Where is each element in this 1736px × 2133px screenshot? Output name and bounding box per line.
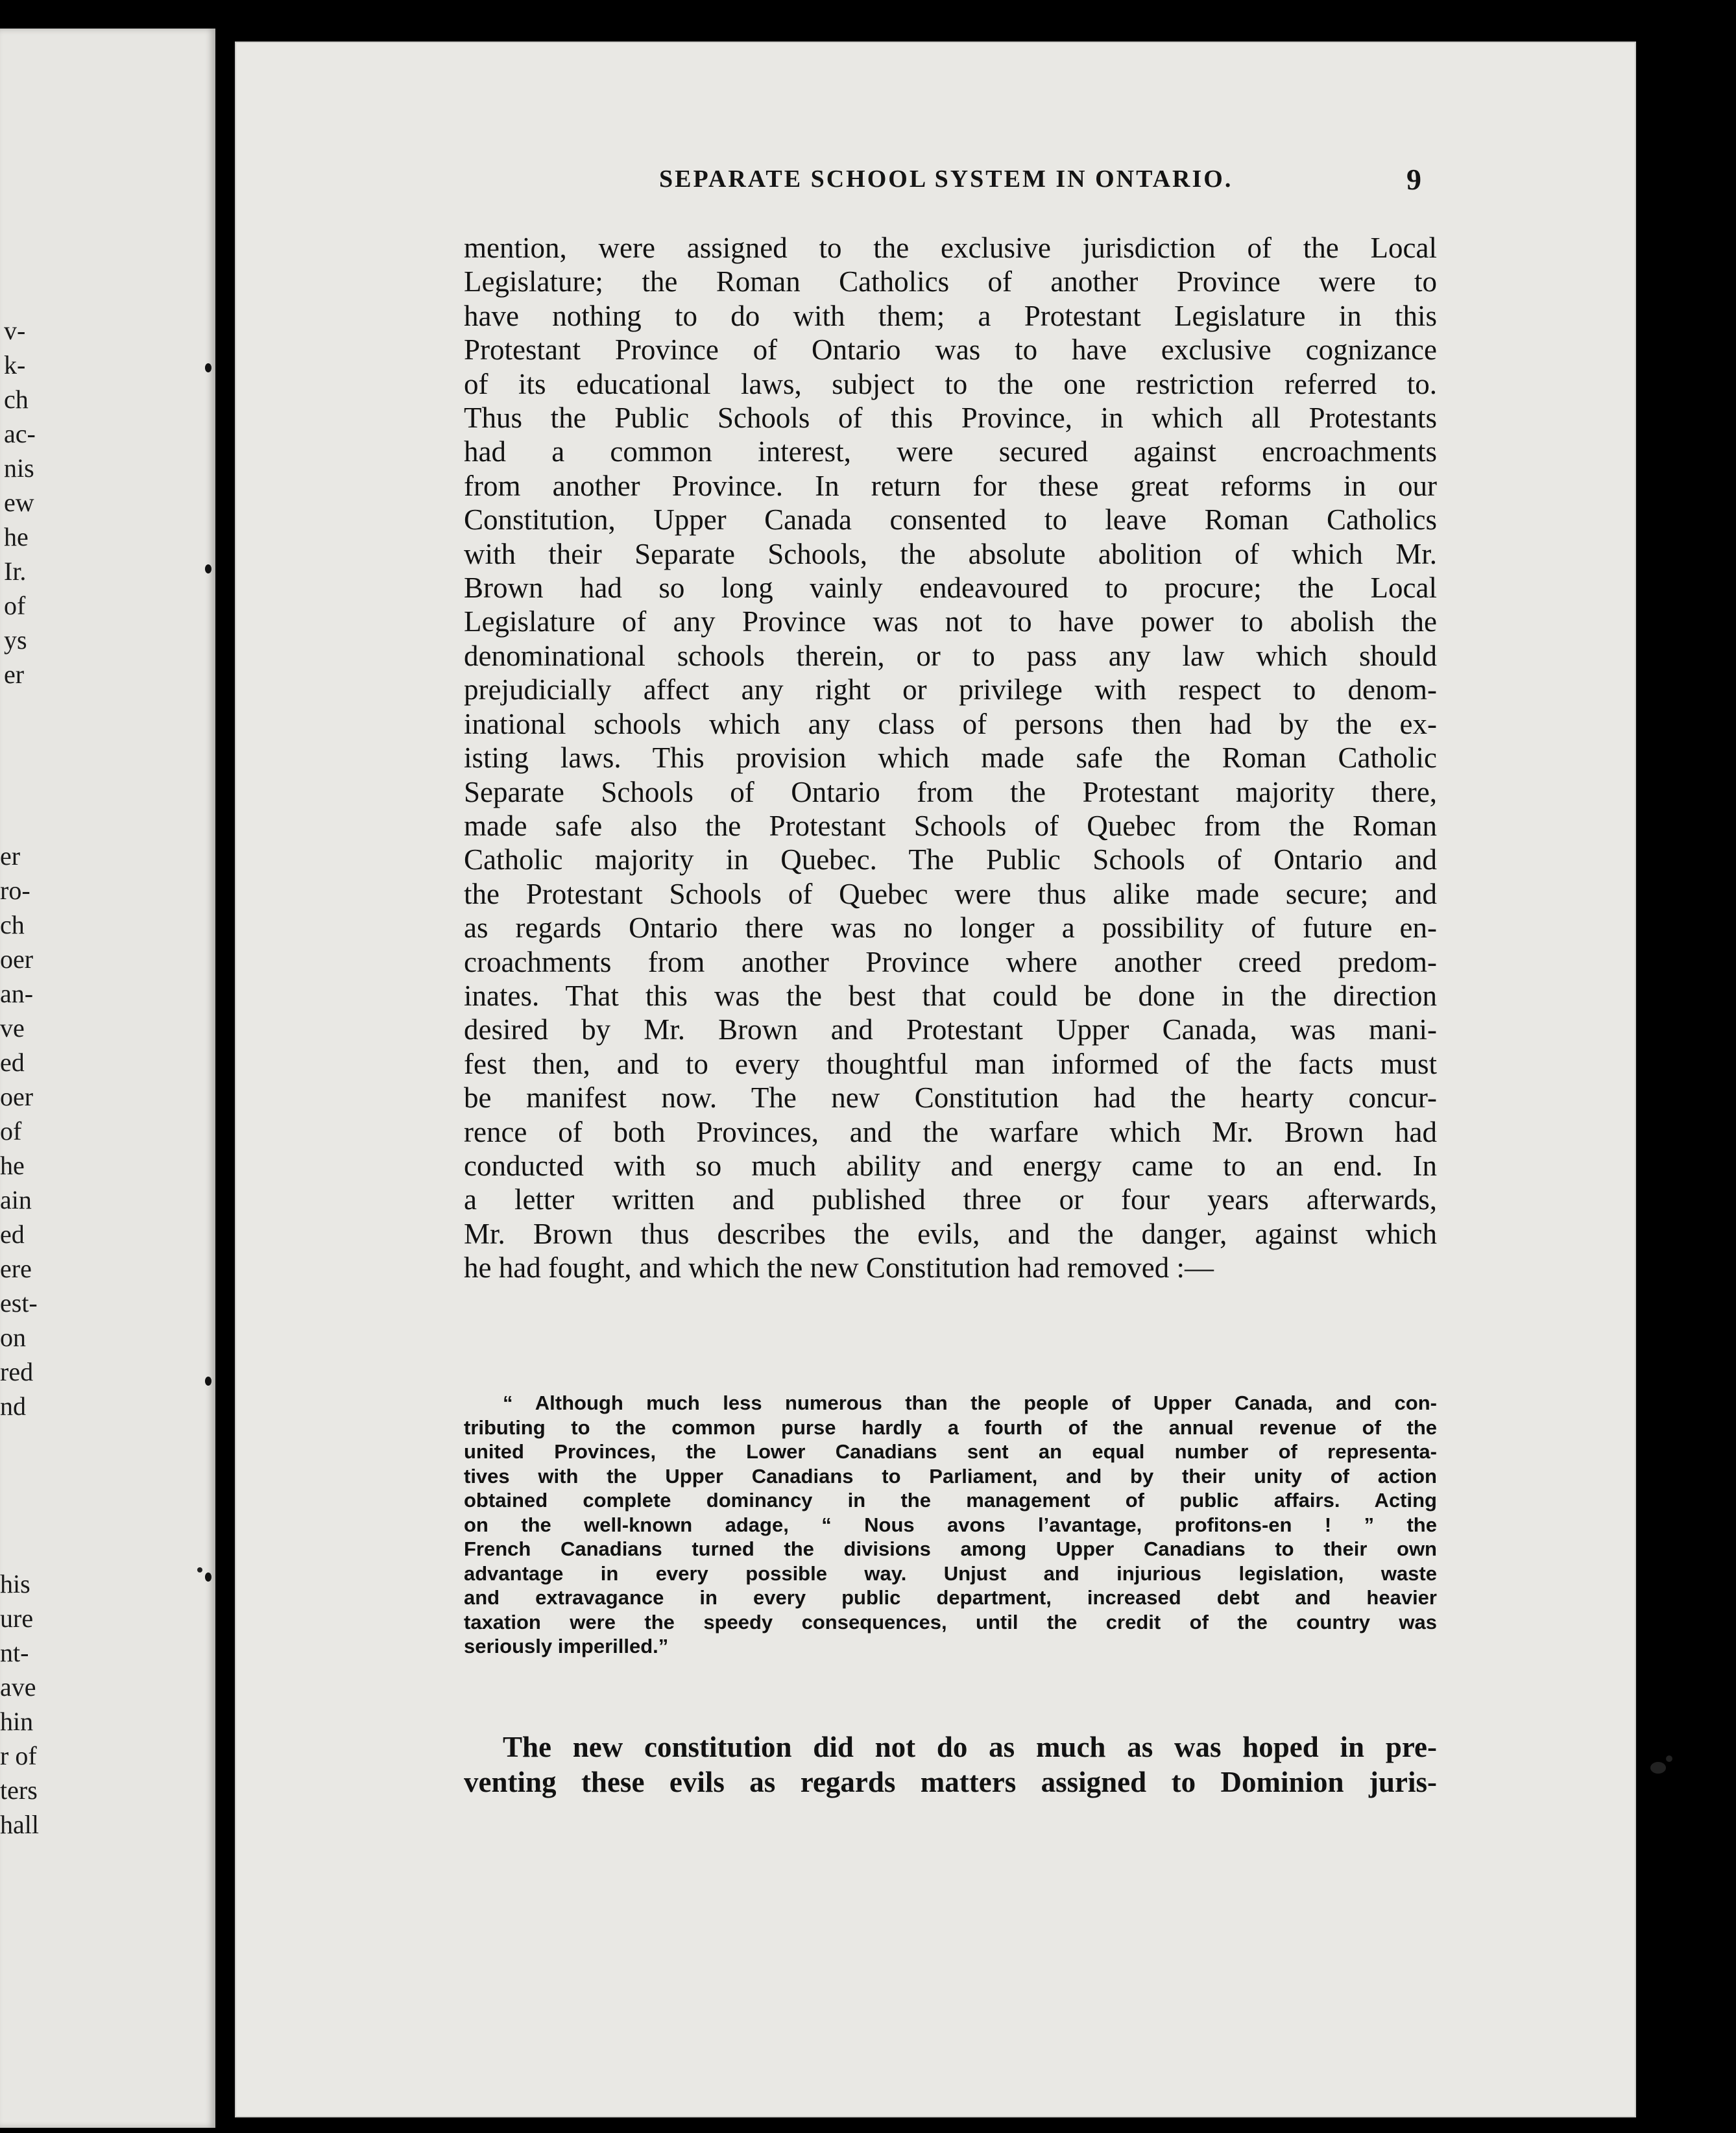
fragment-text: oer: [0, 945, 34, 974]
text-line: desired by Mr. Brown and Protestant Upper Canada, was mani-: [464, 1013, 1437, 1046]
fragment-text: nis: [4, 453, 34, 483]
text-line: had a common interest, were secured against encroachments: [464, 435, 1437, 468]
fragment-text: k-: [4, 350, 26, 380]
text-line: rence of both Provinces, and the warfare which Mr. Brown had: [464, 1115, 1437, 1148]
quote-line: obtained complete dominancy in the management of public affairs. Acting: [464, 1489, 1437, 1512]
fragment-text: nt-: [0, 1638, 29, 1667]
main-paragraph: [464, 231, 1437, 1285]
fragment-text: Ir.: [4, 557, 27, 586]
text-line: made safe also the Protestant Schools of Quebec from the Roman: [464, 809, 1437, 842]
closing-paragraph: [464, 1729, 1437, 1800]
text-line: Constitution, Upper Canada consented to leave Roman Catholics: [464, 503, 1437, 536]
quote-line: advantage in every possible way. Unjust and injurious legislation, waste: [464, 1561, 1437, 1585]
fragment-text: of: [0, 1116, 22, 1146]
fragment-text: ain: [0, 1185, 32, 1214]
fragment-text: v-: [4, 316, 26, 345]
fragment-text: ro-: [0, 876, 30, 905]
text-line: Legislature of any Province was not to have power to abolish the: [464, 605, 1437, 638]
ink-speck: [197, 1567, 202, 1573]
fragment-text: of: [4, 591, 26, 620]
quote-line: tributing to the common purse hardly a fourth of the annual revenue of the: [464, 1416, 1437, 1439]
fragment-text: ters: [0, 1776, 38, 1805]
gutter-mark: [205, 1573, 211, 1582]
gutter-mark: [205, 564, 211, 573]
fragment-text: nd: [0, 1392, 26, 1421]
text-line: Mr. Brown thus describes the evils, and the danger, against which: [464, 1217, 1437, 1250]
text-line: of its educational laws, subject to the one restriction referred to.: [464, 367, 1437, 400]
text-line: Protestant Province of Ontario was to have exclusive cognizance: [464, 333, 1437, 367]
text-line: Brown had so long vainly endeavoured to procure; the Local: [464, 572, 1437, 605]
fragment-text: ch: [4, 385, 29, 414]
fragment-text: red: [0, 1357, 34, 1386]
quote-line: and extravagance in every public department, increased debt and heavier: [464, 1586, 1437, 1609]
gutter-mark: [205, 363, 211, 372]
quote-line: taxation were the speedy consequences, until the credit of the country was: [464, 1610, 1437, 1633]
text-line: Separate Schools of Ontario from the Protestant majority there,: [464, 775, 1437, 808]
fragment-text: hall: [0, 1810, 39, 1839]
text-line: venting these evils as regards matters assigned to Dominion juris-: [464, 1766, 1437, 1798]
text-line: croachments from another Province where another creed predom-: [464, 945, 1437, 978]
quote-line: tives with the Upper Canadians to Parliament, and by their unity of action: [464, 1464, 1437, 1488]
text-line: conducted with so much ability and energy came to an end. In: [464, 1149, 1437, 1182]
ink-speck: [1666, 1755, 1672, 1762]
fragment-text: ys: [4, 625, 27, 655]
quote-line: seriously imperilled.”: [464, 1635, 669, 1657]
text-line: from another Province. In return for these great reforms in our: [464, 469, 1437, 502]
text-line: with their Separate Schools, the absolute abolition of which Mr.: [464, 537, 1437, 570]
fragment-text: his: [0, 1569, 30, 1598]
text-line: as regards Ontario there was no longer a possibility of future en-: [464, 911, 1437, 945]
fragment-text: ed: [0, 1048, 25, 1077]
text-line: prejudicially affect any right or privilege with respect to denom-: [464, 673, 1437, 706]
quote-line: on the well-known adage, “ Nous avons l’avantage, profitons-en ! ” the: [464, 1513, 1437, 1536]
fragment-text: er: [0, 841, 21, 871]
fragment-text: er: [4, 660, 25, 689]
text-line: denominational schools therein, or to pass any law which should: [464, 639, 1437, 672]
fragment-text: est-: [0, 1288, 38, 1318]
text-line: The new constitution did not do as much as was hoped in pre-: [503, 1731, 1437, 1763]
fragment-text: he: [0, 1151, 25, 1180]
previous-page-edge: [0, 29, 215, 2128]
fragment-text: ave: [0, 1672, 36, 1702]
fragment-text: ew: [4, 488, 34, 517]
text-line: have nothing to do with them; a Protestant Legislature in this: [464, 299, 1437, 332]
text-line: Catholic majority in Quebec. The Public Schools of Ontario and: [464, 843, 1437, 876]
text-line: inates. That this was the best that could be done in the direction: [464, 979, 1437, 1012]
text-line: Thus the Public Schools of this Province, in which all Protestants: [464, 402, 1437, 435]
fragment-text: oer: [0, 1082, 34, 1111]
quote-line: “ Although much less numerous than the people of Upper Canada, and con-: [503, 1392, 1437, 1414]
fragment-text: an-: [0, 979, 34, 1008]
text-line: isting laws. This provision which made safe the Roman Catholic: [464, 741, 1437, 775]
fragment-text: he: [4, 522, 29, 551]
text-line: he had fought, and which the new Constitution had removed :—: [464, 1251, 1214, 1284]
text-line: fest then, and to every thoughtful man informed of the facts must: [464, 1047, 1437, 1080]
quote-line: united Provinces, the Lower Canadians sent an equal number of representa-: [464, 1440, 1437, 1463]
fragment-text: on: [0, 1323, 26, 1352]
block-quote: [464, 1391, 1437, 1659]
fragment-text: ure: [0, 1604, 34, 1633]
fragment-text: ve: [0, 1013, 25, 1042]
page-number: 9: [1406, 163, 1421, 196]
text-line: the Protestant Schools of Quebec were thus alike made secure; and: [464, 877, 1437, 910]
fragment-text: ed: [0, 1220, 25, 1249]
text-line: mention, were assigned to the exclusive jurisdiction of the Local: [464, 232, 1437, 264]
quote-line: French Canadians turned the divisions among Upper Canadians to their own: [464, 1537, 1437, 1560]
fragment-text: ch: [0, 910, 25, 939]
fragment-text: hin: [0, 1707, 34, 1736]
fragment-text: ere: [0, 1254, 32, 1283]
text-line: inational schools which any class of persons then had by the ex-: [464, 707, 1437, 740]
ink-speck: [1650, 1762, 1666, 1774]
running-header: SEPARATE SCHOOL SYSTEM IN ONTARIO.: [659, 165, 1233, 193]
text-line: be manifest now. The new Constitution had the hearty concur-: [464, 1081, 1437, 1115]
book-page: [236, 43, 1635, 2116]
fragment-text: r of: [0, 1741, 37, 1770]
fragment-text: ac-: [4, 419, 36, 448]
text-line: a letter written and published three or four years afterwards,: [464, 1183, 1437, 1216]
gutter-mark: [205, 1377, 211, 1386]
text-line: Legislature; the Roman Catholics of another Province were to: [464, 265, 1437, 298]
